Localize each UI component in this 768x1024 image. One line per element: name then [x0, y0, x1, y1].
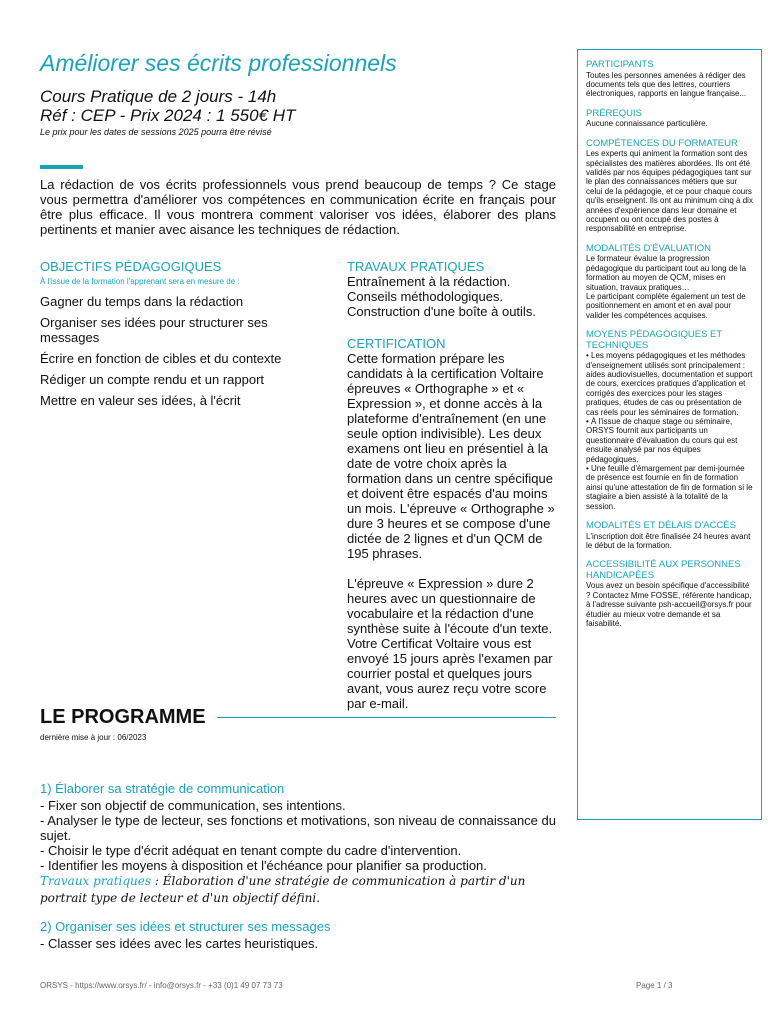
certification-para-1: Cette formation prépare les candidats à la certification Voltaire épreuves « Orthographe » et « Expression », et donne accès à la plateforme d'entraînement (en une seule option indivisible). Les deux examens ont lieu en présentiel à la date de votre choix après la formation dans un centre spécifique et doivent être espacés d'au moins un mois. L'épreuve « Orthographe » dure 3 heures et se compose d'une dictée de 2 lignes et d'un QCM de 195 phrases.	[347, 351, 555, 561]
sidebar-bullet: • Une feuille d'émargement par demi-journée de présence est fournie en fin de formation ainsi qu'une attestation de fin de formation si le stagiaire a bien assisté à la totalité de la session.	[586, 464, 753, 511]
sidebar-body: Les experts qui animent la formation sont des spécialistes des matières abordées. Ils ont été validés par nos équipes pédagogiques tant sur le plan des connaissances métiers que sur celui de la pédagogie, et ce pour chaque cours qu'ils enseignent. Ils ont au minimum cinq à dix années d'expérience dans leur domaine et occupent ou ont occupé des postes à responsabilité en entreprise.	[586, 149, 753, 234]
sidebar-heading: MODALITÉS D'ÉVALUATION	[586, 242, 711, 254]
programme-rule	[217, 717, 556, 718]
course-reference-price: Réf : CEP - Prix 2024 : 1 550€ HT	[40, 106, 296, 125]
footer-page-number: Page 1 / 3	[636, 981, 673, 990]
course-title: Améliorer ses écrits professionnels	[40, 50, 397, 76]
travaux-text: : Élaboration d'une stratégie de communication à partir d'un portrait type de lecteur et d'un objectif défini.	[40, 874, 526, 905]
sidebar-acces	[586, 521, 753, 550]
course-duration: Cours Pratique de 2 jours - 14h	[40, 87, 277, 106]
travaux-label: Travaux pratiques	[40, 874, 152, 888]
sidebar-heading: PARTICIPANTS	[586, 59, 654, 70]
objective-item: Écrire en fonction de cibles et du contexte	[40, 351, 282, 366]
sidebar-heading: MODALITÉS ET DÉLAIS D'ACCÈS	[586, 520, 736, 532]
module-item: - Fixer son objectif de communication, ses intentions.	[40, 798, 346, 813]
module-travaux-pratiques	[40, 873, 556, 907]
certification-para-2: L'épreuve « Expression » dure 2 heures avec un questionnaire de vocabulaire et la rédaction d'une synthèse suite à l'écoute d'un texte. Votre Certificat Voltaire vous est envoyé 15 jours après l'examen par courrier postal et quelques jours avant, vous aurez reçu votre score par e-mail.	[347, 576, 553, 711]
sidebar-body: Toutes les personnes amenées à rédiger des documents tels que des lettres, courriers électroniques, rapports en langue française...	[586, 70, 747, 99]
travaux-heading: TRAVAUX PRATIQUES	[347, 259, 485, 274]
sidebar-accessibilite	[586, 560, 753, 628]
module-item: - Choisir le type d'écrit adéquat en tenant compte du cadre d'intervention.	[40, 843, 462, 858]
programme-title: LE PROGRAMME	[40, 706, 206, 728]
travaux-section	[347, 259, 557, 319]
travaux-body: Entraînement à la rédaction. Conseils méthodologiques. Construction d'une boîte à outils.	[347, 274, 536, 319]
sidebar-competences	[586, 139, 753, 234]
module-item: - Identifier les moyens à disposition et l'échéance pour planifier sa production.	[40, 858, 487, 873]
objectives-note: À l'issue de la formation l'apprenant sera en mesure de :	[40, 277, 240, 286]
sidebar-heading: MOYENS PÉDAGOGIQUES ET TECHNIQUES	[586, 329, 723, 351]
programme-updated: dernière mise à jour : 06/2023	[40, 733, 147, 742]
objectives-heading: OBJECTIFS PÉDAGOGIQUES	[40, 259, 222, 274]
objective-item: Rédiger un compte rendu et un rapport	[40, 372, 265, 387]
programme-module-2	[40, 919, 556, 951]
footer-contact: ORSYS - https://www.orsys.fr/ - info@orsys.fr - +33 (0)1 49 07 73 73	[40, 981, 283, 990]
certification-heading: CERTIFICATION	[347, 336, 446, 351]
sidebar-body: L'inscription doit être finalisée 24 heures avant le début de la formation.	[586, 531, 751, 550]
sidebar-participants	[586, 60, 753, 99]
objective-item: Organiser ses idées pour structurer ses messages	[40, 315, 268, 345]
sidebar-evaluation	[586, 244, 753, 320]
sidebar-moyens	[586, 330, 753, 511]
price-note: Le prix pour les dates de sessions 2025 pourra être révisé	[40, 127, 272, 137]
objective-item: Gagner du temps dans la rédaction	[40, 294, 244, 309]
sidebar-heading: COMPÉTENCES DU FORMATEUR	[586, 137, 738, 149]
sidebar-bullet: • À l'issue de chaque stage ou séminaire, ORSYS fournit aux participants un questionnaire d'évaluation du cours qui est ensuite analysé par nos équipes pédagogiques.	[586, 416, 738, 464]
sidebar-body: Vous avez un besoin spécifique d'accessibilité ? Contactez Mme FOSSE, référente handicap, à l'adresse suivante psh-accueil@orsys.fr pour étudier au mieux votre demande et sa faisabilité.	[586, 581, 752, 628]
module-title: 1) Élaborer sa stratégie de communication	[40, 781, 285, 796]
info-sidebar	[577, 49, 762, 820]
objective-item: Mettre en valeur ses idées, à l'écrit	[40, 393, 241, 408]
sidebar-body-2: Le participant complète également un test de positionnement en amont et en aval pour valider les compétences acquises.	[586, 291, 746, 320]
intro-paragraph: La rédaction de vos écrits professionnels vous prend beaucoup de temps ? Ce stage vous permettra d'améliorer vos compétences en communication écrite en français pour être plus efficace. Il vous montrera comment valoriser vos idées, élaborer des plans pertinents et manier avec aisance les techniques de rédaction.	[40, 177, 556, 237]
sidebar-prerequis	[586, 109, 753, 129]
sidebar-body: Aucune connaissance particulière.	[586, 119, 708, 129]
sidebar-body: Le formateur évalue la progression pédagogique du participant tout au long de la formation au moyen de QCM, mises en situation, travaux pratiques…	[586, 254, 747, 292]
sidebar-heading: ACCESSIBILITÉ AUX PERSONNES HANDICAPÉES	[586, 559, 741, 581]
sidebar-heading: PRÉREQUIS	[586, 107, 642, 119]
module-title: 2) Organiser ses idées et structurer ses messages	[40, 919, 331, 934]
certification-section	[347, 336, 557, 711]
accent-bar	[40, 165, 83, 169]
programme-module-1	[40, 781, 556, 907]
objectives-section	[40, 259, 330, 408]
module-item: - Classer ses idées avec les cartes heuristiques.	[40, 936, 319, 951]
sidebar-bullet: • Les moyens pédagogiques et les méthodes d'enseignement utilisés sont principalement : aides audiovisuelles, documentation et support de cours, exercices pratiques d'application et corrigés des exercices pour les stages pratiques, études de cas ou présentation de cas réels pour les séminaires de formation.	[586, 351, 753, 417]
module-item: - Analyser le type de lecteur, ses fonctions et motivations, son niveau de connaissance du sujet.	[40, 813, 556, 843]
